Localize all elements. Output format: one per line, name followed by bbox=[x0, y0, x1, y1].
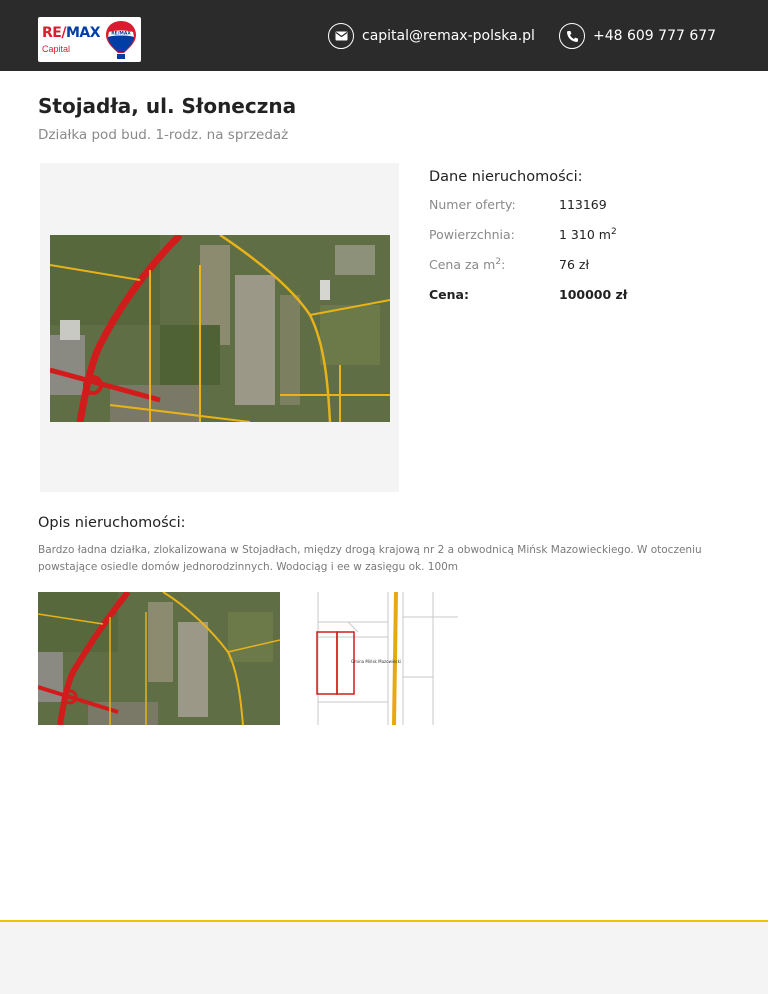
phone-link[interactable]: +48 609 777 677 bbox=[593, 28, 717, 44]
detail-value: 113169 bbox=[559, 197, 607, 212]
envelope-icon bbox=[328, 23, 354, 49]
listing-title: Stojadła, ul. Słoneczna bbox=[38, 94, 297, 118]
price-value: 100000 zł bbox=[559, 287, 628, 302]
phone-contact[interactable] bbox=[559, 23, 716, 49]
gallery-satellite-thumbnail[interactable] bbox=[38, 592, 280, 725]
svg-text:Gmina Mińsk Mazowiecki: Gmina Mińsk Mazowiecki bbox=[351, 659, 402, 664]
satellite-photo[interactable] bbox=[50, 235, 390, 422]
gallery-plot-map-thumbnail[interactable] bbox=[288, 592, 458, 725]
detail-label: Numer oferty: bbox=[429, 197, 516, 212]
balloon-logo-icon bbox=[104, 19, 138, 61]
detail-label: Cena: bbox=[429, 287, 469, 302]
listing-subtitle: Działka pod bud. 1-rodz. na sprzedaż bbox=[38, 127, 289, 143]
email-link[interactable]: capital@remax-polska.pl bbox=[362, 28, 535, 44]
footer bbox=[0, 922, 768, 994]
description-text: Bardzo ładna działka, zlokalizowana w Stojadłach, między drogą krajową nr 2 a obwodnicą Mińsk Mazowieckiego. W otoczeniu powstające osiedle domów jednorodzinnych. Wodociąg i ee w zasięgu ok. 100m bbox=[38, 544, 702, 573]
detail-label: Cena za $m^2$: bbox=[429, 256, 506, 272]
logo-subtitle: Capital bbox=[42, 44, 71, 54]
header-bar bbox=[0, 0, 768, 71]
detail-label: Powierzchnia: bbox=[429, 227, 515, 242]
details-heading: Dane nieruchomości: bbox=[429, 169, 583, 185]
email-contact[interactable] bbox=[328, 23, 535, 49]
detail-value: 76 zł bbox=[559, 257, 589, 272]
remax-logo[interactable] bbox=[38, 17, 141, 62]
main-photo-frame bbox=[40, 163, 399, 492]
logo-wordmark: RE/MAX bbox=[42, 25, 101, 41]
detail-value: 1 310 $m^2$ bbox=[559, 226, 617, 242]
description-heading: Opis nieruchomości: bbox=[38, 515, 186, 531]
svg-text:RE/MAX: RE/MAX bbox=[111, 31, 131, 37]
phone-icon bbox=[559, 23, 585, 49]
